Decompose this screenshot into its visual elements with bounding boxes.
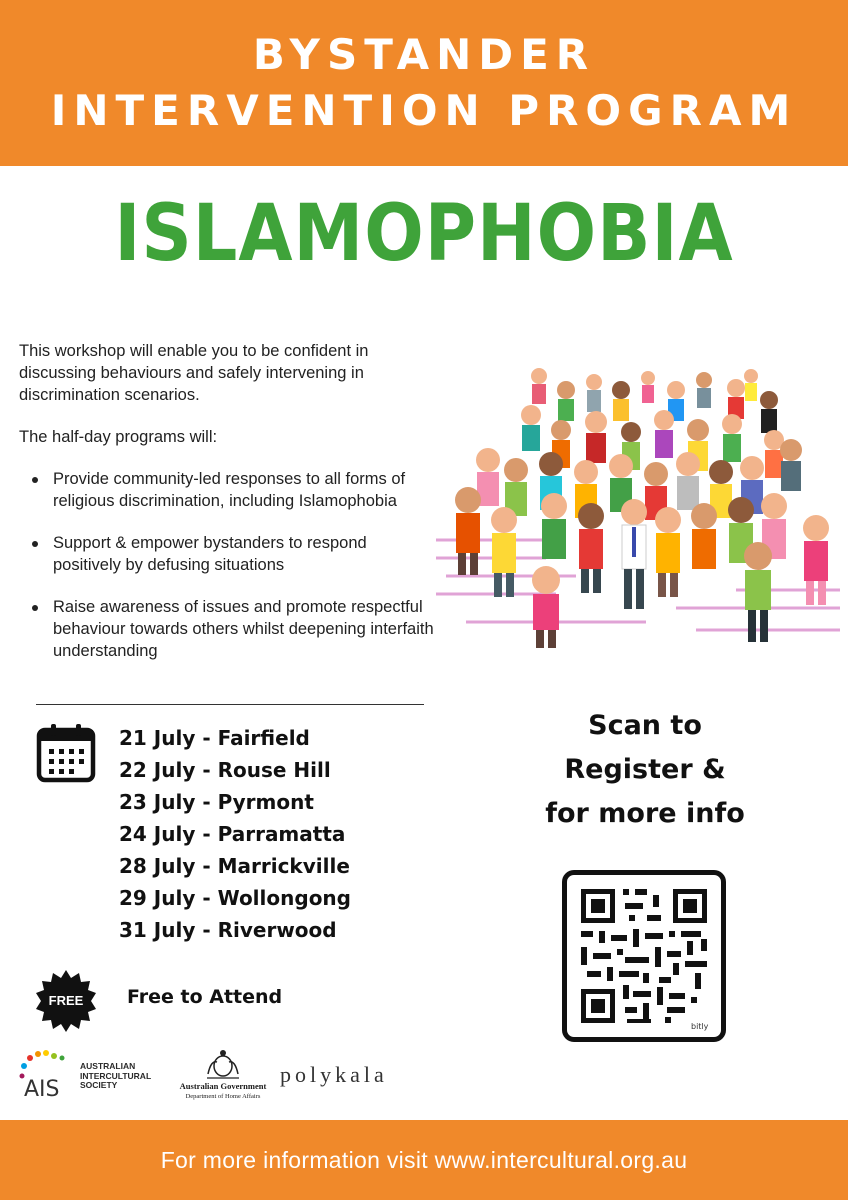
divider <box>36 704 424 705</box>
header-banner <box>0 0 848 166</box>
session-date: 29 July - Wollongong <box>119 886 351 910</box>
gov-line2: Department of Home Affairs <box>185 1093 261 1100</box>
header-title-line2: INTERVENTION PROGRAM <box>50 86 798 135</box>
free-badge <box>34 969 98 1033</box>
footer-banner <box>0 1120 848 1200</box>
coat-of-arms-icon <box>203 1048 243 1080</box>
ais-logo <box>18 1048 158 1104</box>
australian-government-logo <box>168 1048 278 1104</box>
bullet-item: Provide community-led responses to all forms of religious discrimination, including Islamophobia <box>19 468 439 512</box>
intro-lead: The half-day programs will: <box>19 428 218 446</box>
free-badge-label: FREE <box>48 993 84 1008</box>
registration-qr-code[interactable] <box>562 870 726 1042</box>
ais-logo-mark <box>18 1048 78 1104</box>
calendar-icon <box>36 722 96 784</box>
intro-paragraph: This workshop will enable you to be confident in discussing behaviours and safely intervening in discrimination scenarios. <box>19 342 369 404</box>
polykala-logo: polykala <box>280 1062 388 1087</box>
scan-to-register-text <box>520 704 770 836</box>
scan-line2: Register & <box>564 754 726 785</box>
session-date: 21 July - Fairfield <box>119 726 310 750</box>
gov-line1: Australian Government <box>179 1081 267 1091</box>
session-dates-list <box>119 722 351 946</box>
scan-line3: for more info <box>545 798 745 829</box>
bullet-item: Support & empower bystanders to respond positively by defusing situations <box>19 532 439 576</box>
bullet-item: Raise awareness of issues and promote respectful behaviour towards others whilst deepening interfaith understanding <box>19 596 439 662</box>
qr-code-icon <box>567 875 721 1037</box>
session-date: 24 July - Parramatta <box>119 822 346 846</box>
intro-section <box>19 340 439 682</box>
session-date: 31 July - Riverwood <box>119 918 337 942</box>
sponsor-logos <box>18 1048 428 1108</box>
session-date: 22 July - Rouse Hill <box>119 758 331 782</box>
qr-brand-label: bitly <box>691 1022 709 1031</box>
crowd-illustration <box>436 360 840 650</box>
header-title-line1: BYSTANDER <box>252 30 596 79</box>
free-to-attend-text: Free to Attend <box>127 986 283 1008</box>
scan-line1: Scan to <box>588 710 702 741</box>
ais-name: AUSTRALIAN INTERCULTURAL SOCIETY <box>80 1061 151 1090</box>
program-bullets <box>19 468 439 662</box>
topic-title: ISLAMOPHOBIA <box>114 187 734 279</box>
session-date: 28 July - Marrickville <box>119 854 350 878</box>
footer-info-text[interactable]: For more information visit www.intercultural.org.au <box>160 1146 688 1173</box>
ais-mark-text: AIS <box>24 1077 60 1102</box>
session-date: 23 July - Pyrmont <box>119 790 314 814</box>
